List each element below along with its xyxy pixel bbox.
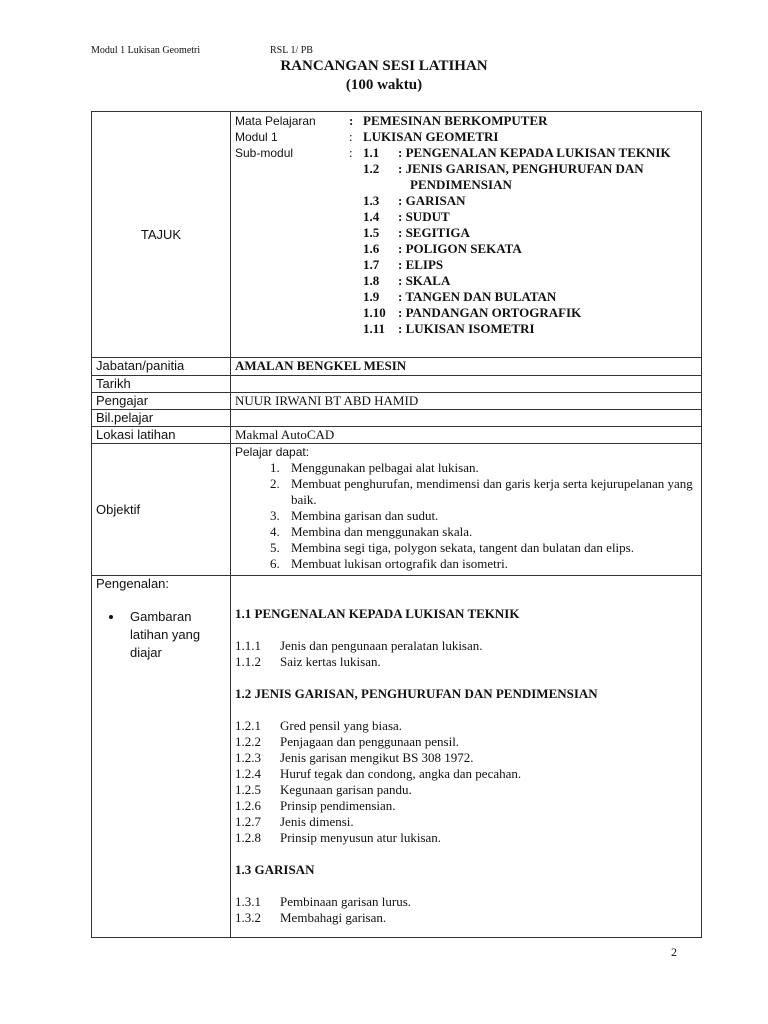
section-item	[235, 798, 697, 814]
submodule-text: : SUDUT	[398, 209, 450, 224]
colon: :	[349, 129, 353, 144]
submodul-key: Sub-modul	[235, 146, 294, 160]
section-heading: 1.2 JENIS GARISAN, PENGHURUFAN DAN PENDIMENSIAN	[235, 686, 598, 701]
section-item	[235, 830, 697, 846]
submodule-item	[363, 161, 697, 177]
objektif-intro: Pelajar dapat:	[235, 445, 310, 459]
item-text: Kegunaan garisan pandu.	[280, 782, 412, 797]
tarikh-label: Tarikh	[92, 376, 231, 393]
submodule-num: 1.8	[363, 273, 380, 288]
submodule-num: 1.11	[363, 321, 386, 336]
submodule-num: 1.1	[363, 145, 380, 160]
item-num: 1.2.4	[235, 766, 261, 781]
item-text: Penjagaan dan penggunaan pensil.	[280, 734, 460, 749]
item-text: Saiz kertas lukisan.	[280, 654, 381, 669]
objektif-item: 2. Membuat penghurufan, mendimensi dan garis kerja serta kejurupelanan yang baik.	[283, 476, 697, 508]
pengenalan-label: Pengenalan:	[96, 576, 170, 591]
jabatan-row	[92, 358, 702, 376]
item-num: 1.3.2	[235, 910, 261, 925]
submodule-num: 1.9	[363, 289, 380, 304]
item-text: Jenis dimensi.	[280, 814, 354, 829]
lokasi-value: Makmal AutoCAD	[231, 427, 702, 444]
submodule-text: : POLIGON SEKATA	[398, 241, 522, 256]
submodule-text: : GARISAN	[398, 193, 466, 208]
section-item	[235, 894, 697, 910]
submodule-num: 1.7	[363, 257, 380, 272]
submodule-item-cont	[363, 177, 697, 193]
submodule-item	[363, 273, 697, 289]
objektif-label: Objektif	[92, 444, 231, 576]
submodule-text: : PANDANGAN ORTOGRAFIK	[398, 305, 582, 320]
item-num: 1.2.2	[235, 734, 261, 749]
submodule-item	[363, 241, 697, 257]
mata-pelajaran-key: Mata Pelajaran	[235, 114, 316, 128]
tajuk-label: TAJUK	[92, 112, 231, 358]
item-num: 1.2.7	[235, 814, 261, 829]
submodule-text: : SEGITIGA	[398, 225, 470, 240]
submodule-text: PENDIMENSIAN	[410, 177, 512, 192]
objektif-list	[235, 460, 697, 572]
submodule-text: : LUKISAN ISOMETRI	[398, 321, 535, 336]
objektif-content	[231, 444, 702, 576]
section-item	[235, 814, 697, 830]
tarikh-row	[92, 376, 702, 393]
submodule-list	[235, 161, 697, 337]
colon: :	[349, 145, 353, 160]
pengenalan-bullet: • Gambaran latihan yang diajar	[124, 608, 210, 662]
section-item	[235, 766, 697, 782]
item-text: Jenis garisan mengikut BS 308 1972.	[280, 750, 474, 765]
objektif-item: 1. Menggunakan pelbagai alat lukisan.	[283, 460, 697, 476]
bil-pelajar-value	[231, 410, 702, 427]
objektif-item: 4. Membina dan menggunakan skala.	[283, 524, 697, 540]
lokasi-row	[92, 427, 702, 444]
bil-pelajar-row	[92, 410, 702, 427]
submodule-text: : TANGEN DAN BULATAN	[398, 289, 557, 304]
modul-value: LUKISAN GEOMETRI	[363, 129, 499, 144]
submodule-item	[363, 193, 697, 209]
section-item	[235, 718, 697, 734]
item-num: 1.2.1	[235, 718, 261, 733]
training-session-table	[91, 111, 702, 938]
pengenalan-bullet-list	[96, 608, 226, 662]
submodule-text: : SKALA	[398, 273, 451, 288]
item-num: 1.2.8	[235, 830, 261, 845]
objektif-item: 5. Membina segi tiga, polygon sekata, tangent dan bulatan dan elips.	[283, 540, 697, 556]
submodule-num: 1.4	[363, 209, 380, 224]
bil-pelajar-label: Bil.pelajar	[92, 410, 231, 427]
item-num: 1.1.1	[235, 638, 261, 653]
item-num: 1.3.1	[235, 894, 261, 909]
pengenalan-content	[231, 576, 702, 938]
modul-row	[235, 129, 697, 145]
objektif-item: 3. Membina garisan dan sudut.	[283, 508, 697, 524]
submodul-row	[235, 145, 697, 161]
submodule-item	[363, 321, 697, 337]
submodule-item	[363, 289, 697, 305]
submodule-text: : JENIS GARISAN, PENGHURUFAN DAN	[398, 161, 644, 176]
pengajar-label: Pengajar	[92, 393, 231, 410]
jabatan-label: Jabatan/panitia	[92, 358, 231, 376]
item-text: Pembinaan garisan lurus.	[280, 894, 412, 909]
jabatan-value: AMALAN BENGKEL MESIN	[231, 358, 702, 376]
mata-pelajaran-row	[235, 113, 697, 129]
section-heading: 1.3 GARISAN	[235, 862, 315, 877]
objektif-row	[92, 444, 702, 576]
document-title: RANCANGAN SESI LATIHAN	[280, 58, 488, 74]
submodule-item	[363, 305, 697, 321]
mata-pelajaran-value: PEMESINAN BERKOMPUTER	[363, 113, 548, 128]
submodule-text: : ELIPS	[398, 257, 444, 272]
tajuk-content	[231, 112, 702, 358]
section-item	[235, 654, 697, 670]
modul-key: Modul 1	[235, 130, 278, 144]
tajuk-row	[92, 112, 702, 358]
section-item	[235, 638, 697, 654]
submodule-item	[363, 209, 697, 225]
header-code: RSL 1/ PB	[270, 45, 313, 56]
section-item	[235, 910, 697, 926]
tarikh-value	[231, 376, 702, 393]
document-duration: (100 waktu)	[345, 77, 423, 93]
section-heading: 1.1 PENGENALAN KEPADA LUKISAN TEKNIK	[235, 606, 520, 621]
item-text: Huruf tegak dan condong, angka dan pecahan.	[280, 766, 522, 781]
item-num: 1.2.3	[235, 750, 261, 765]
submodule-item	[363, 145, 671, 161]
pengajar-row	[92, 393, 702, 410]
item-num: 1.1.2	[235, 654, 261, 669]
item-text: Membahagi garisan.	[280, 910, 387, 925]
page-number: 2	[671, 945, 677, 959]
lokasi-label: Lokasi latihan	[92, 427, 231, 444]
submodule-num: 1.6	[363, 241, 380, 256]
item-num: 1.2.5	[235, 782, 261, 797]
section-item	[235, 782, 697, 798]
item-text: Prinsip menyusun atur lukisan.	[280, 830, 442, 845]
objektif-item: 6. Membuat lukisan ortografik dan isometri.	[283, 556, 697, 572]
section-item	[235, 750, 697, 766]
pengajar-value: NUUR IRWANI BT ABD HAMID	[231, 393, 702, 410]
colon: :	[349, 113, 354, 128]
item-text: Prinsip pendimensian.	[280, 798, 396, 813]
submodule-num: 1.10	[363, 305, 386, 320]
submodule-item	[363, 257, 697, 273]
item-num: 1.2.6	[235, 798, 261, 813]
item-text: Jenis dan pengunaan peralatan lukisan.	[280, 638, 483, 653]
submodule-num: 1.5	[363, 225, 380, 240]
pengenalan-row	[92, 576, 702, 938]
header-module-label: Modul 1 Lukisan Geometri	[91, 45, 201, 56]
submodule-num: 1.3	[363, 193, 380, 208]
pengenalan-label-cell	[92, 576, 231, 938]
submodule-item	[363, 225, 697, 241]
section-item	[235, 734, 697, 750]
submodule-num: 1.2	[363, 161, 380, 176]
item-text: Gred pensil yang biasa.	[280, 718, 403, 733]
submodule-text: : PENGENALAN KEPADA LUKISAN TEKNIK	[398, 145, 671, 160]
